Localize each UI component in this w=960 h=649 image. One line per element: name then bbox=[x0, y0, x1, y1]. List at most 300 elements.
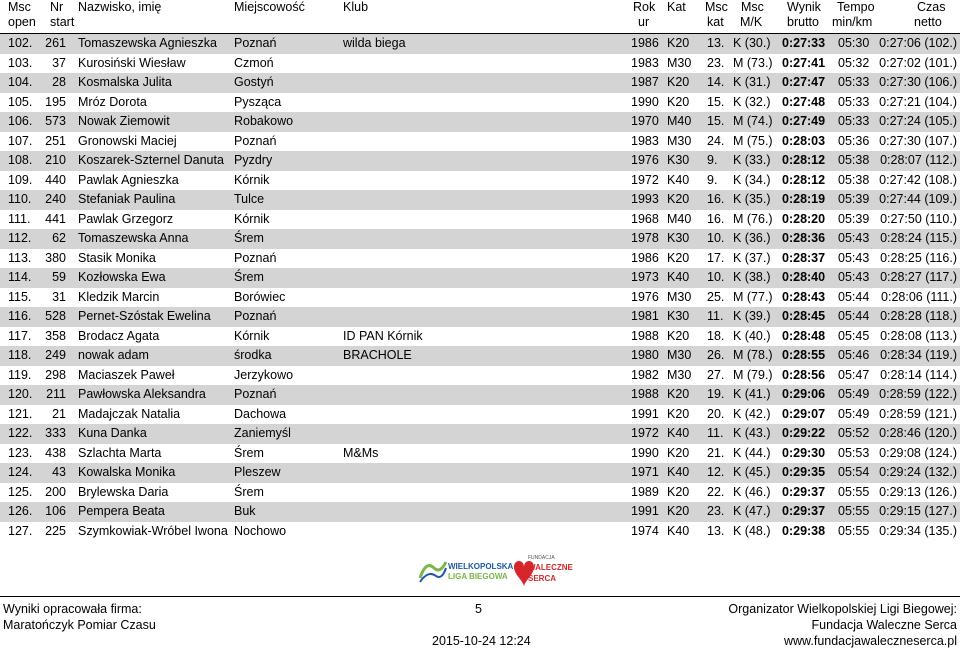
net-time-cell: 0:29:13 (126.) bbox=[879, 484, 957, 499]
gender-place-cell: K (31.) bbox=[733, 75, 771, 89]
cat-place-cell: 22. bbox=[707, 484, 725, 499]
table-row bbox=[0, 288, 960, 308]
pace-cell: 05:47 bbox=[838, 367, 870, 382]
net-time-cell: 0:29:24 (132.) bbox=[879, 465, 957, 479]
table-row bbox=[0, 346, 960, 366]
year-cell: 1973 bbox=[631, 270, 659, 284]
cat-place-cell: 21. bbox=[707, 445, 725, 460]
pace-cell: 05:32 bbox=[838, 55, 870, 70]
cat-cell: K20 bbox=[667, 250, 690, 265]
table-header bbox=[0, 0, 960, 34]
cat-place-cell: 17. bbox=[707, 250, 725, 265]
bib-cell: 440 bbox=[45, 172, 66, 187]
gross-time-cell: 0:27:48 bbox=[782, 94, 826, 109]
gender-place-cell: K (35.) bbox=[733, 192, 771, 206]
bib-cell: 441 bbox=[45, 211, 66, 226]
cat-cell: K30 bbox=[667, 231, 690, 245]
cat-cell: K20 bbox=[667, 94, 690, 109]
cat-cell: M30 bbox=[667, 367, 692, 382]
gross-time-cell: 0:29:22 bbox=[782, 426, 826, 440]
net-time-cell: 0:27:42 (108.) bbox=[879, 172, 957, 187]
header-wynik: Wynik bbox=[787, 0, 821, 14]
table-row bbox=[0, 405, 960, 425]
header-nr: Nr bbox=[50, 0, 64, 14]
gender-place-cell: M (73.) bbox=[733, 55, 773, 70]
gross-time-cell: 0:28:56 bbox=[782, 367, 826, 382]
header-minkm: min/km bbox=[832, 15, 873, 29]
gender-place-cell: K (42.) bbox=[733, 406, 771, 421]
gross-time-cell: 0:28:45 bbox=[782, 309, 826, 323]
year-cell: 1993 bbox=[631, 192, 659, 206]
place-cell: 106. bbox=[8, 114, 33, 128]
gross-time-cell: 0:28:03 bbox=[782, 133, 826, 148]
cat-place-cell: 24. bbox=[707, 133, 725, 148]
header-mk: M/K bbox=[740, 15, 763, 29]
net-time-cell: 0:29:08 (124.) bbox=[879, 445, 957, 460]
name-cell: Kledzik Marcin bbox=[78, 289, 160, 304]
city-cell: Poznań bbox=[234, 309, 277, 323]
place-cell: 125. bbox=[8, 484, 33, 499]
table-row bbox=[0, 366, 960, 386]
bib-cell: 225 bbox=[45, 523, 66, 538]
cat-place-cell: 10. bbox=[707, 231, 725, 245]
cat-cell: K40 bbox=[667, 172, 690, 187]
city-cell: Jerzykowo bbox=[234, 367, 294, 382]
place-cell: 121. bbox=[8, 406, 33, 421]
cat-place-cell: 10. bbox=[707, 270, 725, 284]
gross-time-cell: 0:27:47 bbox=[782, 75, 826, 89]
cat-place-cell: 9. bbox=[707, 153, 718, 167]
place-cell: 103. bbox=[8, 55, 33, 70]
header-msc3: Msc bbox=[741, 0, 764, 14]
bib-cell: 249 bbox=[45, 348, 66, 362]
place-cell: 117. bbox=[8, 328, 32, 343]
cat-place-cell: 16. bbox=[707, 211, 725, 226]
cat-place-cell: 15. bbox=[707, 114, 725, 128]
name-cell: nowak adam bbox=[78, 348, 149, 362]
page-number: 5 bbox=[475, 602, 482, 616]
table-row bbox=[0, 132, 960, 152]
place-cell: 107. bbox=[8, 133, 33, 148]
club-cell: M&Ms bbox=[343, 445, 379, 460]
net-time-cell: 0:27:44 (109.) bbox=[879, 192, 957, 206]
cat-cell: K40 bbox=[667, 465, 690, 479]
net-time-cell: 0:29:15 (127.) bbox=[879, 504, 957, 518]
year-cell: 1983 bbox=[631, 133, 659, 148]
cat-place-cell: 16. bbox=[707, 192, 725, 206]
table-row bbox=[0, 93, 960, 113]
cat-place-cell: 14. bbox=[707, 75, 725, 89]
club-cell: wilda biega bbox=[343, 36, 406, 50]
year-cell: 1989 bbox=[631, 484, 659, 499]
city-cell: środka bbox=[234, 348, 272, 362]
net-time-cell: 0:29:34 (135.) bbox=[879, 523, 957, 538]
cat-place-cell: 13. bbox=[707, 523, 725, 538]
year-cell: 1981 bbox=[631, 309, 659, 323]
net-time-cell: 0:28:24 (115.) bbox=[880, 231, 957, 245]
gross-time-cell: 0:29:38 bbox=[782, 523, 826, 538]
net-time-cell: 0:27:24 (105.) bbox=[879, 114, 957, 128]
bib-cell: 210 bbox=[45, 153, 66, 167]
cat-place-cell: 12. bbox=[707, 465, 725, 479]
gross-time-cell: 0:29:30 bbox=[782, 445, 826, 460]
pace-cell: 05:53 bbox=[838, 445, 870, 460]
bib-cell: 62 bbox=[52, 231, 66, 245]
header-netto: netto bbox=[914, 15, 942, 29]
table-row bbox=[0, 249, 960, 269]
cat-place-cell: 18. bbox=[707, 328, 725, 343]
bib-cell: 195 bbox=[45, 94, 66, 109]
year-cell: 1986 bbox=[631, 250, 659, 265]
club-cell: BRACHOLE bbox=[343, 348, 412, 362]
place-cell: 109. bbox=[8, 172, 33, 187]
cat-place-cell: 11. bbox=[707, 309, 724, 323]
pace-cell: 05:55 bbox=[838, 523, 870, 538]
pace-cell: 05:38 bbox=[838, 153, 870, 167]
table-row bbox=[0, 463, 960, 483]
city-cell: Poznań bbox=[234, 133, 277, 148]
pace-cell: 05:49 bbox=[838, 387, 870, 401]
name-cell: Pernet-Szóstak Ewelina bbox=[78, 309, 211, 323]
name-cell: Nowak Ziemowit bbox=[78, 114, 170, 128]
footer-organizer-url[interactable]: www.fundacjawaleczneserca.pl bbox=[783, 634, 957, 648]
city-cell: Zaniemyśl bbox=[234, 426, 291, 440]
year-cell: 1976 bbox=[631, 153, 659, 167]
year-cell: 1978 bbox=[631, 231, 659, 245]
gender-place-cell: K (41.) bbox=[733, 387, 771, 401]
gender-place-cell: K (33.) bbox=[733, 153, 771, 167]
name-cell: Pempera Beata bbox=[78, 504, 165, 518]
pace-cell: 05:52 bbox=[838, 426, 870, 440]
table-row bbox=[0, 190, 960, 210]
year-cell: 1971 bbox=[631, 465, 659, 479]
bib-cell: 333 bbox=[45, 426, 66, 440]
pace-cell: 05:44 bbox=[838, 289, 870, 304]
name-cell: Pawłowska Aleksandra bbox=[78, 387, 206, 401]
wielkopolska-liga-biegowa-logo bbox=[418, 556, 514, 586]
name-cell: Brylewska Daria bbox=[78, 484, 169, 499]
year-cell: 1988 bbox=[631, 328, 659, 343]
year-cell: 1991 bbox=[631, 504, 659, 518]
footer-organizer-label: Organizator Wielkopolskiej Ligi Biegowej: bbox=[728, 602, 957, 616]
gender-place-cell: K (47.) bbox=[733, 504, 771, 518]
cat-cell: K20 bbox=[667, 484, 690, 499]
cat-place-cell: 13. bbox=[707, 36, 725, 50]
table-row bbox=[0, 522, 960, 542]
table-row bbox=[0, 54, 960, 74]
gender-place-cell: K (30.) bbox=[733, 36, 771, 50]
net-time-cell: 0:27:21 (104.) bbox=[879, 94, 957, 109]
fundacja-waleczne-serca-logo bbox=[506, 553, 573, 593]
place-cell: 114. bbox=[8, 270, 32, 284]
cat-place-cell: 26. bbox=[707, 348, 725, 362]
gross-time-cell: 0:28:40 bbox=[782, 270, 826, 284]
year-cell: 1991 bbox=[631, 406, 659, 421]
net-time-cell: 0:28:59 (121.) bbox=[879, 406, 957, 421]
place-cell: 108. bbox=[8, 153, 33, 167]
net-time-cell: 0:28:08 (113.) bbox=[880, 328, 957, 343]
print-datetime: 2015-10-24 12:24 bbox=[432, 634, 531, 648]
gender-place-cell: K (38.) bbox=[733, 270, 771, 284]
table-row bbox=[0, 210, 960, 230]
city-cell: Buk bbox=[234, 504, 256, 518]
cat-place-cell: 19. bbox=[707, 387, 725, 401]
cat-cell: K30 bbox=[667, 309, 690, 323]
city-cell: Borówiec bbox=[234, 289, 286, 304]
cat-place-cell: 15. bbox=[707, 94, 725, 109]
net-time-cell: 0:28:25 (116.) bbox=[880, 250, 957, 265]
pace-cell: 05:39 bbox=[838, 192, 870, 206]
name-cell: Madajczak Natalia bbox=[78, 406, 181, 421]
net-time-cell: 0:27:50 (110.) bbox=[880, 211, 957, 226]
city-cell: Poznań bbox=[234, 387, 277, 401]
year-cell: 1980 bbox=[631, 348, 659, 362]
wws-logo-line2: WALECZNE bbox=[528, 563, 573, 572]
header-msc2: Msc bbox=[705, 0, 728, 14]
wws-logo-line3: SERCA bbox=[528, 574, 557, 583]
cat-place-cell: 27. bbox=[707, 367, 725, 382]
place-cell: 112. bbox=[8, 231, 32, 245]
cat-cell: K20 bbox=[667, 75, 690, 89]
net-time-cell: 0:28:14 (114.) bbox=[880, 367, 957, 382]
wws-logo-line1: FUNDACJA bbox=[528, 555, 555, 561]
gender-place-cell: M (78.) bbox=[733, 348, 773, 362]
gender-place-cell: M (76.) bbox=[733, 211, 773, 226]
cat-cell: K20 bbox=[667, 406, 690, 421]
place-cell: 126. bbox=[8, 504, 33, 518]
cat-place-cell: 23. bbox=[707, 504, 725, 518]
year-cell: 1972 bbox=[631, 172, 659, 187]
net-time-cell: 0:27:06 (102.) bbox=[879, 36, 957, 50]
city-cell: Dachowa bbox=[234, 406, 287, 421]
header-open: open bbox=[8, 15, 36, 29]
header-kat2: kat bbox=[707, 15, 724, 29]
bib-cell: 106 bbox=[45, 504, 66, 518]
bib-cell: 251 bbox=[45, 133, 66, 148]
gender-place-cell: K (46.) bbox=[733, 484, 771, 499]
footer-organizer-name: Fundacja Waleczne Serca bbox=[811, 618, 957, 632]
gender-place-cell: K (40.) bbox=[733, 328, 771, 343]
city-cell: Robakowo bbox=[234, 114, 294, 128]
pace-cell: 05:49 bbox=[838, 406, 870, 421]
name-cell: Kozłowska Ewa bbox=[78, 270, 166, 284]
place-cell: 124. bbox=[8, 465, 33, 479]
gross-time-cell: 0:28:20 bbox=[782, 211, 826, 226]
pace-cell: 05:33 bbox=[838, 114, 870, 128]
gross-time-cell: 0:28:12 bbox=[782, 172, 826, 187]
pace-cell: 05:36 bbox=[838, 133, 870, 148]
club-cell: ID PAN Kórnik bbox=[343, 328, 423, 343]
city-cell: Śrem bbox=[234, 445, 264, 460]
bib-cell: 528 bbox=[45, 309, 66, 323]
place-cell: 116. bbox=[8, 309, 32, 323]
gross-time-cell: 0:28:12 bbox=[782, 153, 826, 167]
gross-time-cell: 0:29:07 bbox=[782, 406, 826, 421]
table-row bbox=[0, 151, 960, 171]
bib-cell: 31 bbox=[52, 289, 66, 304]
gross-time-cell: 0:28:55 bbox=[782, 348, 826, 362]
net-time-cell: 0:27:30 (106.) bbox=[879, 75, 957, 89]
year-cell: 1968 bbox=[631, 211, 659, 226]
table-row bbox=[0, 327, 960, 347]
bib-cell: 200 bbox=[45, 484, 66, 499]
gross-time-cell: 0:29:37 bbox=[782, 484, 826, 499]
name-cell: Koszarek-Szternel Danuta bbox=[78, 153, 224, 167]
cat-cell: M30 bbox=[667, 55, 692, 70]
table-row bbox=[0, 502, 960, 522]
city-cell: Kórnik bbox=[234, 211, 270, 226]
pace-cell: 05:44 bbox=[838, 309, 870, 323]
place-cell: 127. bbox=[8, 523, 33, 538]
gross-time-cell: 0:27:41 bbox=[782, 55, 826, 70]
net-time-cell: 0:28:28 (118.) bbox=[880, 309, 957, 323]
gender-place-cell: K (34.) bbox=[733, 172, 771, 187]
year-cell: 1987 bbox=[631, 75, 659, 89]
city-cell: Śrem bbox=[234, 270, 264, 284]
name-cell: Brodacz Agata bbox=[78, 328, 160, 343]
bib-cell: 37 bbox=[52, 55, 66, 70]
cat-place-cell: 25. bbox=[707, 289, 725, 304]
gender-place-cell: M (75.) bbox=[733, 133, 773, 148]
place-cell: 123. bbox=[8, 445, 33, 460]
bib-cell: 261 bbox=[45, 36, 66, 50]
gross-time-cell: 0:28:37 bbox=[782, 250, 826, 265]
name-cell: Tomaszewska Agnieszka bbox=[78, 36, 217, 50]
place-cell: 122. bbox=[8, 426, 33, 440]
wlb-logo-line2: LIGA BIEGOWA bbox=[448, 572, 508, 581]
gender-place-cell: M (77.) bbox=[733, 289, 773, 304]
place-cell: 102. bbox=[8, 36, 33, 50]
gender-place-cell: K (45.) bbox=[733, 465, 771, 479]
gender-place-cell: K (32.) bbox=[733, 94, 771, 109]
table-row bbox=[0, 385, 960, 405]
pace-cell: 05:39 bbox=[838, 211, 870, 226]
wlb-logo-icon bbox=[418, 556, 498, 586]
name-cell: Stefaniak Paulina bbox=[78, 192, 176, 206]
table-row bbox=[0, 34, 960, 54]
name-cell: Stasik Monika bbox=[78, 250, 156, 265]
year-cell: 1972 bbox=[631, 426, 659, 440]
gross-time-cell: 0:29:06 bbox=[782, 387, 826, 401]
gender-place-cell: K (43.) bbox=[733, 426, 771, 440]
header-tempo: Tempo bbox=[837, 0, 875, 14]
name-cell: Kosmalska Julita bbox=[78, 75, 172, 89]
cat-cell: K20 bbox=[667, 328, 690, 343]
cat-cell: K40 bbox=[667, 270, 690, 284]
pace-cell: 05:43 bbox=[838, 231, 870, 245]
city-cell: Poznań bbox=[234, 36, 277, 50]
table-row bbox=[0, 171, 960, 191]
cat-cell: K40 bbox=[667, 426, 690, 440]
cat-place-cell: 23. bbox=[707, 55, 725, 70]
bib-cell: 380 bbox=[45, 250, 66, 265]
cat-cell: M30 bbox=[667, 348, 692, 362]
table-row bbox=[0, 229, 960, 249]
header-czas: Czas bbox=[917, 0, 946, 14]
cat-cell: K20 bbox=[667, 504, 690, 518]
gender-place-cell: K (48.) bbox=[733, 523, 771, 538]
header-ur: ur bbox=[638, 15, 650, 29]
bib-cell: 43 bbox=[52, 465, 66, 479]
pace-cell: 05:54 bbox=[838, 465, 870, 479]
net-time-cell: 0:28:06 (111.) bbox=[881, 289, 957, 304]
name-cell: Mróz Dorota bbox=[78, 94, 147, 109]
footer-company-name: Maratończyk Pomiar Czasu bbox=[3, 618, 156, 632]
cat-cell: K20 bbox=[667, 192, 690, 206]
bib-cell: 28 bbox=[52, 75, 66, 89]
results-table bbox=[0, 34, 960, 541]
pace-cell: 05:55 bbox=[838, 504, 870, 518]
cat-place-cell: 9. bbox=[707, 172, 718, 187]
gross-time-cell: 0:28:36 bbox=[782, 231, 826, 245]
bib-cell: 573 bbox=[45, 114, 66, 128]
cat-cell: M40 bbox=[667, 211, 692, 226]
net-time-cell: 0:28:59 (122.) bbox=[879, 387, 957, 401]
city-cell: Kórnik bbox=[234, 172, 270, 187]
year-cell: 1990 bbox=[631, 445, 659, 460]
year-cell: 1986 bbox=[631, 36, 659, 50]
year-cell: 1983 bbox=[631, 55, 659, 70]
cat-cell: K20 bbox=[667, 387, 690, 401]
name-cell: Pawlak Agnieszka bbox=[78, 172, 179, 187]
city-cell: Czmoń bbox=[234, 55, 274, 70]
bib-cell: 298 bbox=[45, 367, 66, 382]
name-cell: Maciaszek Paweł bbox=[78, 367, 175, 382]
table-row bbox=[0, 73, 960, 93]
gender-place-cell: K (37.) bbox=[733, 250, 771, 265]
place-cell: 105. bbox=[8, 94, 33, 109]
place-cell: 120. bbox=[8, 387, 33, 401]
pace-cell: 05:43 bbox=[838, 270, 870, 284]
name-cell: Kuna Danka bbox=[78, 426, 147, 440]
gross-time-cell: 0:28:19 bbox=[782, 192, 826, 206]
gross-time-cell: 0:27:33 bbox=[782, 36, 826, 50]
year-cell: 1970 bbox=[631, 114, 659, 128]
pace-cell: 05:33 bbox=[838, 94, 870, 109]
header-brutto: brutto bbox=[787, 15, 819, 29]
net-time-cell: 0:28:46 (120.) bbox=[879, 426, 957, 440]
table-row bbox=[0, 268, 960, 288]
cat-cell: K30 bbox=[667, 153, 690, 167]
gender-place-cell: K (36.) bbox=[733, 231, 771, 245]
table-row bbox=[0, 483, 960, 503]
pace-cell: 05:38 bbox=[838, 172, 870, 187]
net-time-cell: 0:28:27 (117.) bbox=[880, 270, 957, 284]
gender-place-cell: M (74.) bbox=[733, 114, 773, 128]
bib-cell: 21 bbox=[52, 406, 66, 421]
gross-time-cell: 0:29:37 bbox=[782, 504, 826, 518]
cat-cell: M30 bbox=[667, 289, 692, 304]
year-cell: 1982 bbox=[631, 367, 659, 382]
place-cell: 113. bbox=[8, 250, 32, 265]
gender-place-cell: K (39.) bbox=[733, 309, 771, 323]
header-place: Miejscowość bbox=[234, 0, 305, 14]
place-cell: 115. bbox=[8, 289, 32, 304]
bib-cell: 240 bbox=[45, 192, 66, 206]
net-time-cell: 0:28:34 (119.) bbox=[880, 348, 957, 362]
city-cell: Poznań bbox=[234, 250, 277, 265]
gross-time-cell: 0:29:35 bbox=[782, 465, 826, 479]
name-cell: Pawlak Grzegorz bbox=[78, 211, 174, 226]
pace-cell: 05:33 bbox=[838, 75, 870, 89]
table-row bbox=[0, 307, 960, 327]
bib-cell: 211 bbox=[46, 387, 66, 401]
cat-cell: K20 bbox=[667, 36, 690, 50]
city-cell: Kórnik bbox=[234, 328, 270, 343]
net-time-cell: 0:27:02 (101.) bbox=[879, 55, 957, 70]
table-row bbox=[0, 112, 960, 132]
header-rok: Rok bbox=[633, 0, 656, 14]
